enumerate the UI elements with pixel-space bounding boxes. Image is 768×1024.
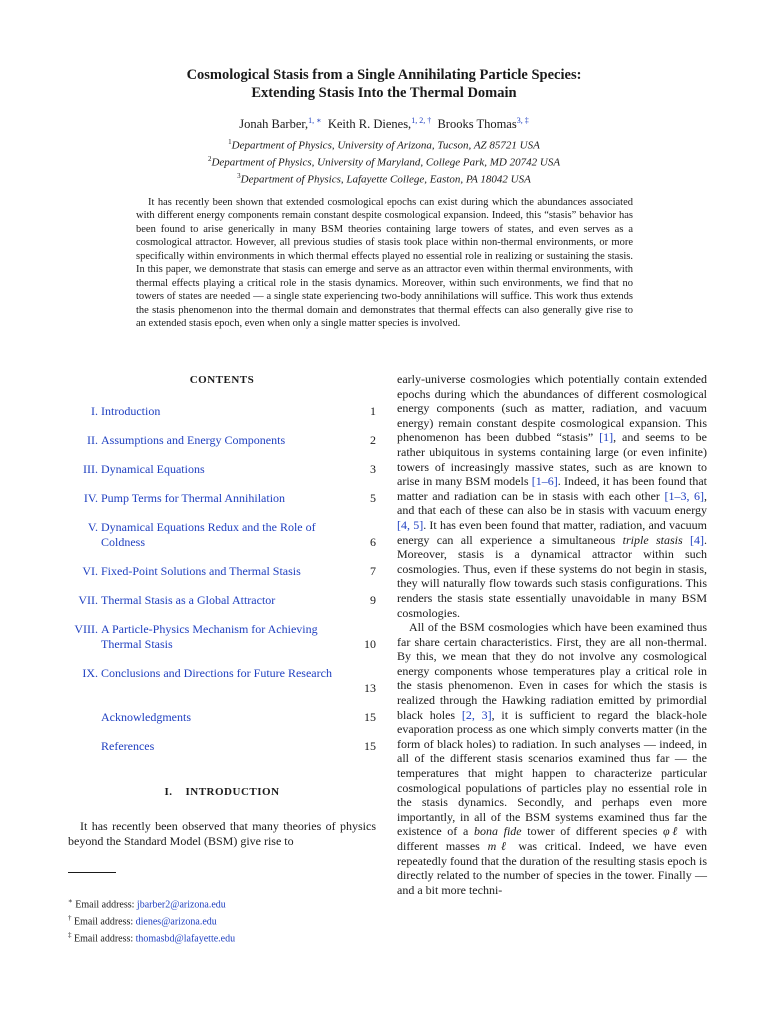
footnote-mark: ∗ <box>68 897 73 905</box>
toc-page: 1 <box>370 404 376 418</box>
math-symbol: mℓ <box>487 839 511 853</box>
toc-page: 9 <box>370 593 376 607</box>
affiliation-number: 3 <box>237 172 241 181</box>
author-affil-mark[interactable]: 1, 2, † <box>411 116 432 125</box>
text-run: with different masses <box>397 824 707 853</box>
text-run: was critical. Indeed, we have even repeatedly found that the duration of the resulting stasis epoch is directly related to the number of species in the tower. Finally — and a bit more techni- <box>397 839 708 897</box>
author-list <box>0 116 768 132</box>
toc-number[interactable]: I. <box>91 404 98 418</box>
toc-page: 15 <box>364 710 376 724</box>
toc-label[interactable]: References <box>101 739 155 753</box>
affiliation-list <box>0 136 768 187</box>
toc-page: 2 <box>370 433 376 447</box>
toc-page: 3 <box>370 462 376 476</box>
toc-page: 13 <box>364 681 376 695</box>
toc-label[interactable]: Conclusions and Directions for Future Research <box>101 666 332 680</box>
body-paragraph <box>397 372 707 620</box>
contents-heading: CONTENTS <box>189 374 255 386</box>
email-link[interactable]: dienes@arizona.edu <box>135 916 217 928</box>
toc-label[interactable]: Assumptions and Energy Components <box>101 433 286 447</box>
toc-page: 6 <box>370 535 376 549</box>
footnotes <box>68 895 376 945</box>
right-column <box>397 372 707 897</box>
affiliation-text: Department of Physics, Lafayette College, Easton, PA 18042 USA <box>240 173 531 186</box>
email-link[interactable]: jbarber2@arizona.edu <box>136 899 226 911</box>
toc-label[interactable]: Pump Terms for Thermal Annihilation <box>101 491 286 505</box>
affiliation <box>0 153 768 170</box>
text-run: , and seems to be rather ubiquitous in systems containing large (or even infinite) towers of increasingly massive states, such as are known to arise in many BSM models <box>397 430 708 489</box>
author-name: Keith R. Dienes, <box>327 117 412 132</box>
section-heading: I. INTRODUCTION <box>164 786 280 798</box>
title-line-1: Cosmological Stasis from a Single Annihilating Particle Species: <box>186 67 582 83</box>
citation-link[interactable]: [1–3, 6] <box>664 488 704 503</box>
math-symbol: φℓ <box>663 824 680 839</box>
toc-number[interactable]: VI. <box>82 564 98 578</box>
toc-number[interactable]: VIII. <box>74 622 98 636</box>
toc-label[interactable]: Dynamical Equations <box>101 462 205 476</box>
toc-page: 5 <box>370 491 376 505</box>
citation-link[interactable]: [2, 3] <box>461 707 492 722</box>
toc-page: 10 <box>364 637 376 651</box>
text-run: early-universe cosmologies which potentially contain extended epochs during which the abundances of different cosmological energy components (such as matter, radiation, and vacuum energy) remain constant despite cosmological expansion. This phenomenon has been dubbed “stasis” <box>397 372 707 445</box>
email-link[interactable]: thomasbd@lafayette.edu <box>135 932 236 944</box>
footnote-label: Email address: <box>75 899 137 911</box>
toc-label[interactable]: Introduction <box>101 404 161 418</box>
citation-link[interactable]: [1] <box>599 430 614 445</box>
text-run: tower of different species <box>521 824 664 839</box>
toc-number[interactable]: IV. <box>83 491 98 505</box>
text-run: , and that each of these can also be in stasis with vacuum energy <box>397 488 707 518</box>
author-affil-mark[interactable]: 1, ∗ <box>308 116 322 125</box>
footnote-label: Email address: <box>74 932 136 944</box>
affiliation-number: 2 <box>207 155 212 164</box>
citation-link[interactable]: [4] <box>690 532 704 547</box>
toc-label[interactable]: Thermal Stasis as a Global Attractor <box>101 593 276 607</box>
author-affil-mark[interactable]: 3, ‡ <box>516 116 529 125</box>
abstract: It has recently been shown that extended cosmological epochs can exist during which the abundances associated with different energy components remain constant despite cosmological expansion. Indeed, this “stasis” behavior has been found to arise generically in many BSM theories containing large towers of states, and even serves as a cosmological attractor. However, all previous studies of stasis took place within non-thermal environments, or more specifically within environments in which thermal effects played no essential role in realizing or sustaining the stasis. In this paper, we demonstrate that stasis can emerge and serve as an attractor even within thermal environments, with thermal effects playing a critical role in the stasis dynamics. Moreover, within such environments, we find that no towers of states are needed — a single state experiencing two-body annihilations will suffice. This work thus extends the stasis phenomenon into the thermal domain and demonstrates that thermal effects can also generally give rise to an extended stasis epoch, even when only a single matter species is involved. <box>136 196 633 329</box>
affiliation-text: Department of Physics, University of Arizona, Tucson, AZ 85721 USA <box>231 139 540 152</box>
toc-page: 7 <box>370 564 376 578</box>
emphasis: triple stasis <box>622 532 683 547</box>
title-line-2: Extending Stasis Into the Thermal Domain <box>251 85 517 101</box>
text-run: . It has even been found that matter, radiation, and vacuum energy can all experience a simultaneous <box>397 517 707 547</box>
toc-label[interactable]: Dynamical Equations Redux and the Role of Coldness <box>101 520 316 549</box>
author-name: Brooks Thomas <box>437 117 517 132</box>
footnote <box>68 912 376 929</box>
toc-label[interactable]: Acknowledgments <box>101 710 191 724</box>
toc-page: 15 <box>364 739 376 753</box>
footnote <box>68 929 376 946</box>
affiliation <box>0 170 768 187</box>
paper-title <box>0 66 768 102</box>
text-run: , it is sufficient to regard the black-hole evaporation process as one which simply converts matter (in the form of black holes) to radiation. In such analyses — indeed, in all of the different stasis scenarios examined thus far — the temperatures that might happen to characterize particular cosmological populations of particles play no essential role in the stasis dynamics. Secondly, and perhaps even more importantly, in all of the BSM systems examined thus far the existence of a <box>397 707 707 839</box>
toc-number[interactable]: III. <box>83 462 98 476</box>
toc-number[interactable]: VII. <box>78 593 98 607</box>
affiliation-text: Department of Physics, University of Maryland, College Park, MD 20742 USA <box>211 156 561 169</box>
toc-label[interactable]: Fixed-Point Solutions and Thermal Stasis <box>101 564 301 578</box>
footnote-rule <box>68 872 116 873</box>
affiliation-number: 1 <box>228 138 232 146</box>
text-run <box>683 533 690 547</box>
toc-label[interactable]: A Particle-Physics Mechanism for Achieving Thermal Stasis <box>101 622 318 651</box>
emphasis: bona fide <box>473 824 522 839</box>
footnote <box>68 895 376 912</box>
text-run: . Moreover, stasis is a dynamical attractor within such cosmologies. Thus, even if these systems do not begin in stasis, they will naturally flow towards such stasis configurations. This renders the stasis state essentially unavoidable in many BSM cosmologies. <box>397 532 707 620</box>
footnote-label: Email address: <box>74 916 136 928</box>
footnote-mark: ‡ <box>68 930 72 939</box>
text-run: . Indeed, it has been found that matter and radiation can be in stasis with each other <box>397 474 707 503</box>
toc-number[interactable]: IX. <box>82 666 98 680</box>
citation-link[interactable]: [1–6] <box>531 474 558 489</box>
footnote-mark: † <box>68 913 72 922</box>
body-paragraph <box>397 620 707 897</box>
citation-link[interactable]: [4, 5] <box>397 517 424 532</box>
intro-paragraph: It has recently been observed that many theories of physics beyond the Standard Model (BSM) give rise to <box>68 819 376 848</box>
text-run: All of the BSM cosmologies which have been examined thus far share certain characteristics. First, they are all non-thermal. By this, we mean that they do not involve any cosmological energy components whose temperatures play a critical role in the stasis phenomenon. Even in cases for which the stasis is realized through the Hawking radiation emitted by primordial black holes <box>397 620 707 722</box>
affiliation <box>0 136 768 153</box>
toc-number[interactable]: II. <box>87 433 98 447</box>
author-name: Jonah Barber, <box>239 117 309 132</box>
toc-number[interactable]: V. <box>87 520 98 534</box>
